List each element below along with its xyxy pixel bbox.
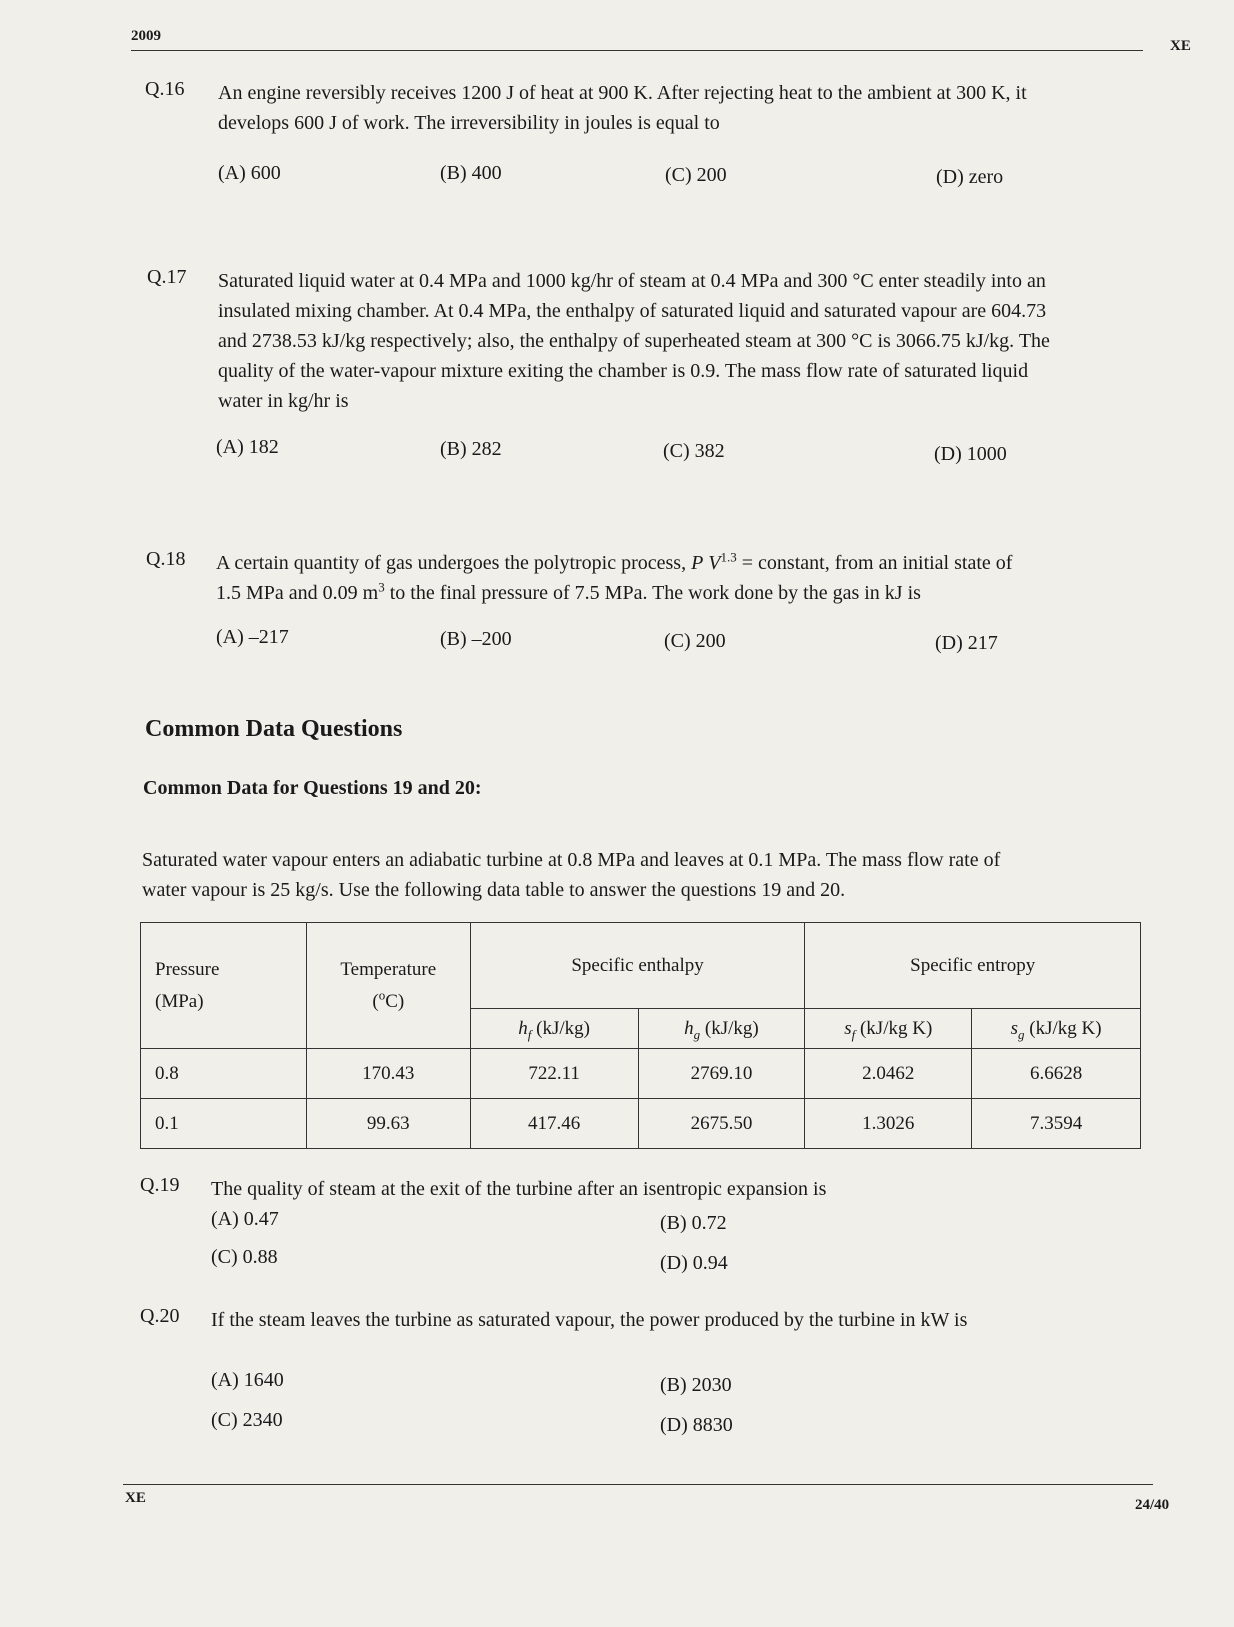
- q16-option-a: (A) 600: [218, 162, 281, 184]
- q17-option-a: (A) 182: [216, 436, 279, 458]
- pv-v: V: [708, 552, 721, 574]
- header-hf: $h_f$ (kJ/kg): [470, 1009, 638, 1049]
- q16-text: [218, 78, 1188, 138]
- q18-option-b: (B) –200: [440, 628, 512, 650]
- header-sf: $s_f$ (kJ/kg K): [805, 1009, 972, 1049]
- q20-number: Q.20: [140, 1305, 180, 1327]
- q17-option-b: (B) 282: [440, 438, 502, 460]
- table-row: 0.1 99.63 417.46 2675.50 1.3026 7.3594: [141, 1099, 1141, 1149]
- q17-line2: insulated mixing chamber. At 0.4 MPa, the enthalpy of saturated liquid and saturated vapour are 604.73: [218, 300, 1047, 322]
- header-year: 2009: [131, 28, 161, 44]
- q17-option-d: (D) 1000: [934, 443, 1007, 465]
- pv-p: P: [691, 552, 704, 574]
- q16-option-b: (B) 400: [440, 162, 502, 184]
- steam-data-table: [140, 922, 1141, 1149]
- q18-number: Q.18: [146, 548, 186, 570]
- q16-line2: develops 600 J of work. The irreversibility in joules is equal to: [218, 112, 720, 134]
- q20-option-a: (A) 1640: [211, 1369, 284, 1391]
- header-pressure: Pressure (MPa): [141, 923, 307, 1049]
- q19-option-b: (B) 0.72: [660, 1212, 727, 1234]
- common-line1: Saturated water vapour enters an adiabatic turbine at 0.8 MPa and leaves at 0.1 MPa. The mass flow rate of: [142, 849, 1001, 871]
- q17-text: [218, 266, 1184, 416]
- header-sg: $s_g$ (kJ/kg K): [972, 1009, 1141, 1049]
- q18-option-c: (C) 200: [664, 630, 726, 652]
- q20-option-c: (C) 2340: [211, 1409, 283, 1431]
- q19-text: The quality of steam at the exit of the turbine after an isentropic expansion is: [211, 1178, 827, 1200]
- q17-line4: quality of the water-vapour mixture exiting the chamber is 0.9. The mass flow rate of saturated liquid: [218, 360, 1029, 382]
- table-row: 0.8 170.43 722.11 2769.10 2.0462 6.6628: [141, 1049, 1141, 1099]
- q20-option-d: (D) 8830: [660, 1414, 733, 1436]
- q18-option-a: (A) –217: [216, 626, 289, 648]
- q17-line5: water in kg/hr is: [218, 390, 349, 412]
- q16-option-d: (D) zero: [936, 166, 1004, 188]
- q16-line1: An engine reversibly receives 1200 J of heat at 900 K. After rejecting heat to the ambient at 300 K, it: [218, 82, 1027, 104]
- common-data-subtitle: Common Data for Questions 19 and 20:: [143, 777, 482, 799]
- q19-option-c: (C) 0.88: [211, 1246, 278, 1268]
- q19-option-d: (D) 0.94: [660, 1252, 728, 1274]
- q19-option-a: (A) 0.47: [211, 1208, 279, 1230]
- q17-number: Q.17: [147, 266, 187, 288]
- q18-line1: A certain quantity of gas undergoes the polytropic process, P $V^{1.3}$ = constant, from an initial state of: [216, 549, 1013, 574]
- common-data-title: Common Data Questions: [145, 716, 403, 742]
- q17-line1: Saturated liquid water at 0.4 MPa and 1000 kg/hr of steam at 0.4 MPa and 300 °C enter steadily into an: [218, 270, 1046, 292]
- header-rule: [131, 50, 1143, 51]
- q18-option-d: (D) 217: [935, 632, 998, 654]
- q18-line2: 1.5 MPa and 0.09 $m^3$ to the final pressure of 7.5 MPa. The work done by the gas in kJ is: [216, 579, 921, 604]
- q17-line3: and 2738.53 kJ/kg respectively; also, the enthalpy of superheated steam at 300 °C is 3066.75 kJ/kg. The: [218, 330, 1050, 352]
- header-specific-enthalpy: Specific enthalpy: [470, 923, 805, 1009]
- footer-code: XE: [125, 1490, 146, 1506]
- q16-option-c: (C) 200: [665, 164, 727, 186]
- common-data-text: [142, 845, 1182, 905]
- common-line2: water vapour is 25 kg/s. Use the following data table to answer the questions 19 and 20.: [142, 879, 846, 901]
- q20-option-b: (B) 2030: [660, 1374, 732, 1396]
- footer-page-number: 24/40: [1135, 1497, 1170, 1513]
- q19-number: Q.19: [140, 1174, 180, 1196]
- q18-text: [216, 548, 1186, 608]
- header-temperature: Temperature ($^o$C): [306, 923, 470, 1049]
- header-hg: $h_g$ (kJ/kg): [638, 1009, 805, 1049]
- q16-number: Q.16: [145, 78, 185, 100]
- header-specific-entropy: Specific entropy: [805, 923, 1141, 1009]
- q20-text: If the steam leaves the turbine as saturated vapour, the power produced by the turbine in kW is: [211, 1309, 968, 1331]
- header-code: XE: [1170, 38, 1191, 54]
- q17-option-c: (C) 382: [663, 440, 725, 462]
- footer-rule: [123, 1484, 1153, 1485]
- pv-exponent: 1.3: [720, 549, 737, 565]
